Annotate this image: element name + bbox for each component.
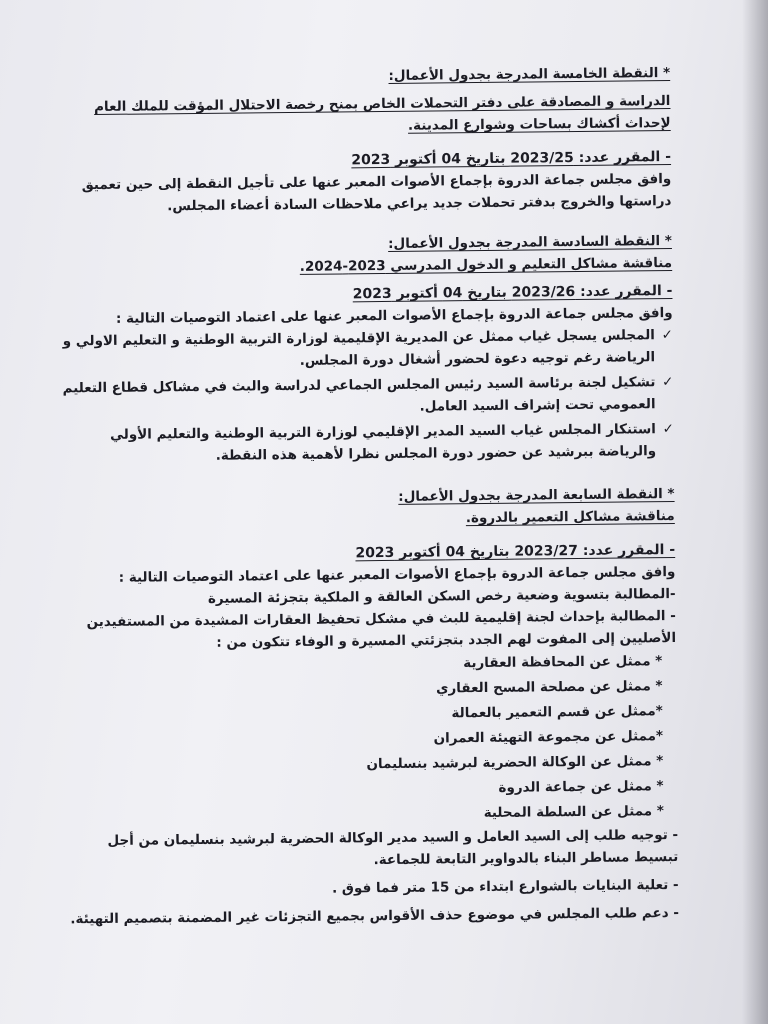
committee-member: * ممثل عن مصلحة المسح العقاري	[436, 678, 663, 697]
minutes-content	[58, 62, 679, 930]
point5-heading: * النقطة الخامسة المدرجة بجدول الأعمال:	[388, 64, 671, 84]
committee-member: * ممثل عن المحافظة العقارية	[463, 653, 663, 672]
point7-rec5: - دعم طلب المجلس في موضوع حذف الأقواس بجميع التجزئات غير المضمنة بتصميم التهيئة.	[70, 904, 679, 928]
point6-recommendation	[62, 418, 674, 468]
committee-member: * ممثل عن السلطة المحلية	[483, 803, 664, 821]
committee-member: * ممثل عن جماعة الدروة	[498, 778, 664, 796]
check-icon: ✓	[661, 326, 673, 344]
point5-subject: الدراسة و المصادقة على دفتر التحملات الخاص بمنح رخصة الاحتلال المؤقت للملك العام لإحداث أكشاك بساحات وشوارع المدينة.	[94, 92, 671, 134]
point7-rec1: -المطالبة بتسوية وضعية رخص السكن العالقة و الملكية بتجزئة المسيرة	[207, 585, 676, 607]
point5-decision-text: وافق مجلس جماعة الدروة بإجماع الأصوات المعبر عنها على تأجيل النقطة إلى حين تعميق دراستها والخروج بدفتر تحملات جديد يراعي ملاحظات السادة أعضاء المجلس.	[81, 170, 672, 215]
point6-recommendation-text: المجلس يسجل غياب ممثل عن المديرية الإقليمية لوزارة التربية الوطنية و التعليم الاولي و الرياضة رغم توجيه دعوة لحضور أشغال دورة المجلس.	[62, 327, 656, 369]
point7-decision-intro: وافق مجلس جماعة الدروة بإجماع الأصوات المعبر عنها على اعتماد التوصيات التالية :	[118, 563, 676, 586]
point6-recommendation	[61, 371, 674, 421]
point6-decision-title-text: - المقرر عدد: 2023/26 بتاريخ 04 أكتوبر 2023	[352, 282, 673, 303]
point7-rec2: - المطالبة بإحداث لجنة إقليمية للبث في مشكل تحفيظ العقارات المشيدة من المستفيدين الأصليين إلى المفوت لهم الجدد بتجزئتي المسيرة و الوفاء تتكون من :	[86, 607, 677, 651]
page-edge-shadow	[742, 0, 768, 1024]
point6-decision-intro: وافق مجلس جماعة الدروة بإجماع الأصوات المعبر عنها على اعتماد التوصيات التالية :	[115, 304, 673, 327]
point7-rec4: - تعلية البنايات بالشوارع ابتداء من 15 متر فما فوق .	[331, 876, 679, 897]
committee-members	[64, 649, 678, 830]
point7-heading: * النقطة السابعة المدرجة بجدول الأعمال:	[398, 485, 675, 505]
point7-subject: مناقشة مشاكل التعمير بالدروة.	[465, 507, 675, 527]
point7-decision-title-text: - المقرر عدد: 2023/27 بتاريخ 04 أكتوبر 2023	[355, 541, 676, 562]
committee-member: *ممثل عن مجموعة التهيئة العمران	[433, 728, 664, 747]
point6-recommendation-text: استنكار المجلس غياب السيد المدير الإقليمي لوزارة التربية الوطنية والتعليم الأولي والرياضة ببرشيد عن حضور دورة المجلس نظرا لأهمية هذه النقطة.	[109, 421, 657, 464]
point6-recommendation-text: تشكيل لجنة برئاسة السيد رئيس المجلس الجماعي لدراسة والبث في مشاكل قطاع التعليم العمومي تحت إشراف السيد العامل.	[62, 374, 656, 415]
point6-recommendation	[61, 324, 673, 374]
point6-recommendations	[61, 324, 674, 468]
check-icon: ✓	[662, 420, 674, 438]
point6-subject: مناقشة مشاكل التعليم و الدخول المدرسي 2023-2024.	[299, 254, 673, 275]
point6-heading: * النقطة السادسة المدرجة بجدول الأعمال:	[388, 232, 672, 252]
point5-decision-title-text: - المقرر عدد: 2023/25 بتاريخ 04 أكتوبر 2023	[351, 148, 672, 169]
check-icon: ✓	[661, 373, 674, 391]
committee-member: * ممثل عن الوكالة الحضرية لبرشيد بنسليمان	[366, 753, 664, 773]
point7-rec3: - توجيه طلب إلى السيد العامل و السيد مدير الوكالة الحضرية لبرشيد بنسليمان من أجل تبسيط مساطر البناء بالدواوير التابعة للجماعة.	[107, 826, 679, 869]
committee-member: *ممثل عن قسم التعمير بالعمالة	[451, 703, 663, 722]
